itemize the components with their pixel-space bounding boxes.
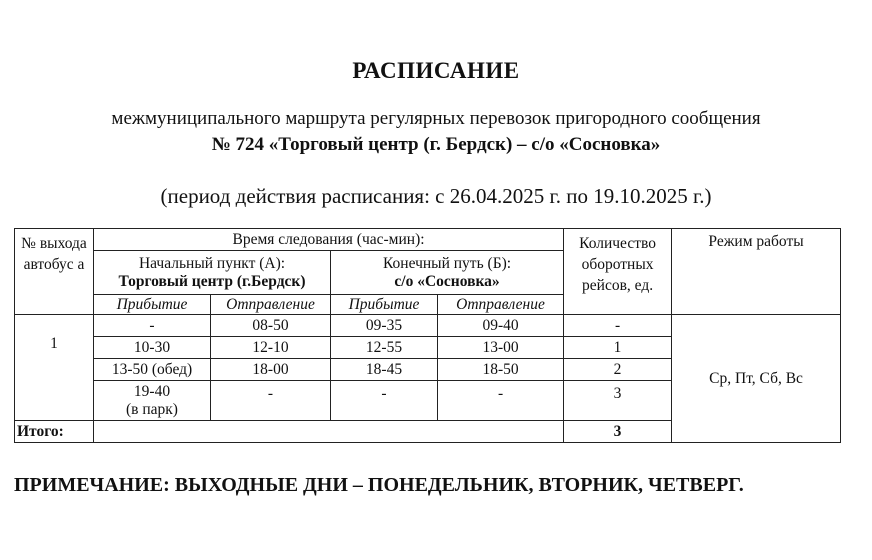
a-arrival-cell: - [94, 315, 211, 337]
document-title: РАСПИСАНИЕ [352, 58, 520, 83]
a-arrival-cell: 10-30 [94, 337, 211, 359]
header-trip-count: Количество оборотных рейсов, ед. [564, 229, 672, 315]
b-arrival-cell: 18-45 [331, 359, 438, 381]
route-description: межмуниципального маршрута регулярных перевозок пригородного сообщения [111, 108, 761, 129]
b-departure-cell: 13-00 [438, 337, 564, 359]
a-departure-cell: 12-10 [211, 337, 331, 359]
total-value: 3 [564, 421, 672, 443]
trips-cell: 3 [564, 381, 672, 421]
a-departure-cell: 08-50 [211, 315, 331, 337]
header-end-point [331, 251, 564, 295]
b-departure-cell: 18-50 [438, 359, 564, 381]
b-arrival-cell: 12-55 [331, 337, 438, 359]
route-name: № 724 «Торговый центр (г. Бердск) – с/о «Сосновка» [211, 134, 661, 155]
total-label: Итого: [15, 421, 94, 443]
header-a-arrival: Прибытие [94, 295, 211, 315]
start-point-label: Начальный пункт (А): [138, 254, 286, 272]
work-mode-cell: Ср, Пт, Сб, Вс [672, 315, 841, 443]
schedule-table [14, 228, 841, 443]
end-point-label: Конечный путь (Б): [382, 254, 512, 272]
a-arrival-cell: 13-50 (обед) [94, 359, 211, 381]
trips-cell: - [564, 315, 672, 337]
start-point-name: Торговый центр (г.Бердск) [118, 272, 306, 290]
header-a-departure: Отправление [211, 295, 331, 315]
header-work-mode: Режим работы [672, 229, 841, 315]
a-departure-cell: - [211, 381, 331, 421]
trips-cell: 1 [564, 337, 672, 359]
b-arrival-cell: 09-35 [331, 315, 438, 337]
a-departure-cell: 18-00 [211, 359, 331, 381]
header-travel-time: Время следования (час-мин): [94, 229, 564, 251]
total-spacer [94, 421, 564, 443]
a-arrival-cell [94, 381, 211, 421]
a-arrival-note: (в парк) [126, 400, 178, 418]
a-arrival-time: 19-40 [133, 382, 171, 400]
validity-period: (период действия расписания: с 26.04.2025 г. по 19.10.2025 г.) [160, 184, 712, 208]
header-b-departure: Отправление [438, 295, 564, 315]
b-departure-cell: 09-40 [438, 315, 564, 337]
header-start-point [94, 251, 331, 295]
table-row [15, 315, 841, 337]
end-point-name: с/о «Сосновка» [394, 272, 500, 290]
footnote: ПРИМЕЧАНИЕ: ВЫХОДНЫЕ ДНИ – ПОНЕДЕЛЬНИК, ВТОРНИК, ЧЕТВЕРГ. [14, 474, 744, 496]
header-bus-number: № выхода автобус а [15, 229, 94, 315]
b-departure-cell: - [438, 381, 564, 421]
header-b-arrival: Прибытие [331, 295, 438, 315]
b-arrival-cell: - [331, 381, 438, 421]
bus-number-cell: 1 [15, 315, 94, 421]
trips-cell: 2 [564, 359, 672, 381]
